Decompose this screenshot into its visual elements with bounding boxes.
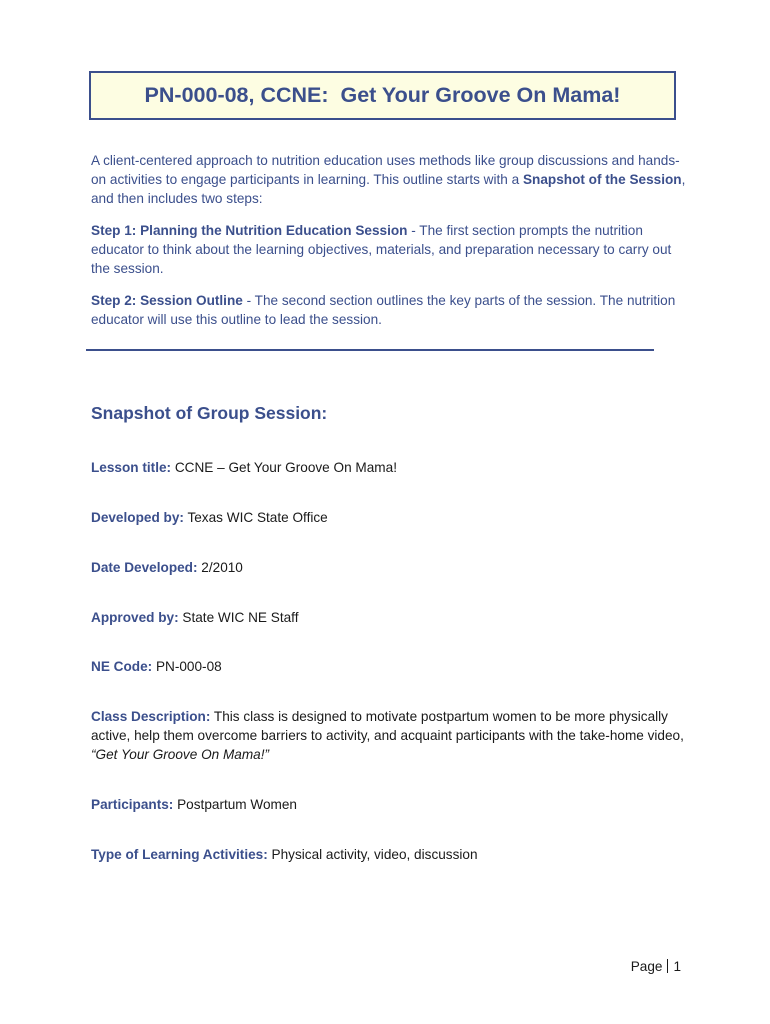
class-description-value: This class is designed to motivate postpartum women to be more physically active, help them overcome barriers to activity, and acquaint participants with the take-home video,: [91, 709, 684, 743]
intro-bold-snapshot: Snapshot of the Session: [522, 172, 682, 187]
participants-value: Postpartum Women: [173, 797, 297, 812]
ne-code-field: [91, 657, 691, 676]
learning-activities-field: [91, 845, 691, 864]
page-number: 1: [673, 959, 681, 974]
step1-text: - The first section prompts the nutrition educator to think about the learning objectives, materials, and preparation necessary to carry out the session.: [91, 223, 672, 276]
approved-by-label: Approved by:: [91, 610, 179, 625]
developed-by-value: Texas WIC State Office: [183, 510, 328, 525]
page-footer: [631, 959, 681, 974]
step2-text: - The second section outlines the key parts of the session. The nutrition educator will use this outline to lead the session.: [91, 293, 676, 327]
title-box: [89, 71, 676, 120]
step1-label: Step 1: Planning the Nutrition Education Session: [91, 223, 408, 238]
snapshot-heading: Snapshot of Group Session:: [91, 403, 328, 423]
developed-by-label: Developed by:: [91, 510, 184, 525]
lesson-title-label: Lesson title:: [91, 460, 172, 475]
developed-by-field: [91, 508, 691, 527]
date-developed-label: Date Developed:: [91, 560, 198, 575]
step1-paragraph: [91, 221, 691, 278]
participants-label: Participants:: [91, 797, 174, 812]
page-separator: [667, 959, 668, 973]
lesson-title-field: [91, 458, 691, 477]
ne-code-label: NE Code:: [91, 659, 153, 674]
intro-text-end: , and then includes two steps:: [91, 172, 686, 206]
intro-paragraph: [91, 151, 691, 208]
participants-field: [91, 795, 691, 814]
video-title: “Get Your Groove On Mama!”: [91, 747, 270, 762]
date-developed-value: 2/2010: [197, 560, 243, 575]
learning-activities-label: Type of Learning Activities:: [91, 847, 268, 862]
intro-text: A client-centered approach to nutrition education uses methods like group discussions and hands-on activities to engage participants in learning. This outline starts with a: [91, 153, 680, 187]
approved-by-field: [91, 608, 691, 627]
date-developed-field: [91, 558, 691, 577]
learning-activities-value: Physical activity, video, discussion: [267, 847, 478, 862]
page-label: Page: [630, 959, 663, 974]
document-title: PN-000-08, CCNE: Get Your Groove On Mama!: [144, 83, 621, 107]
intro-section: [91, 151, 691, 342]
lesson-title-value: CCNE – Get Your Groove On Mama!: [171, 460, 397, 475]
ne-code-value: PN-000-08: [152, 659, 222, 674]
step2-label: Step 2: Session Outline: [91, 293, 243, 308]
step2-paragraph: [91, 291, 691, 329]
class-description-label: Class Description:: [91, 709, 211, 724]
divider: [86, 349, 654, 351]
approved-by-value: State WIC NE Staff: [178, 610, 299, 625]
class-description-field: [91, 707, 691, 764]
